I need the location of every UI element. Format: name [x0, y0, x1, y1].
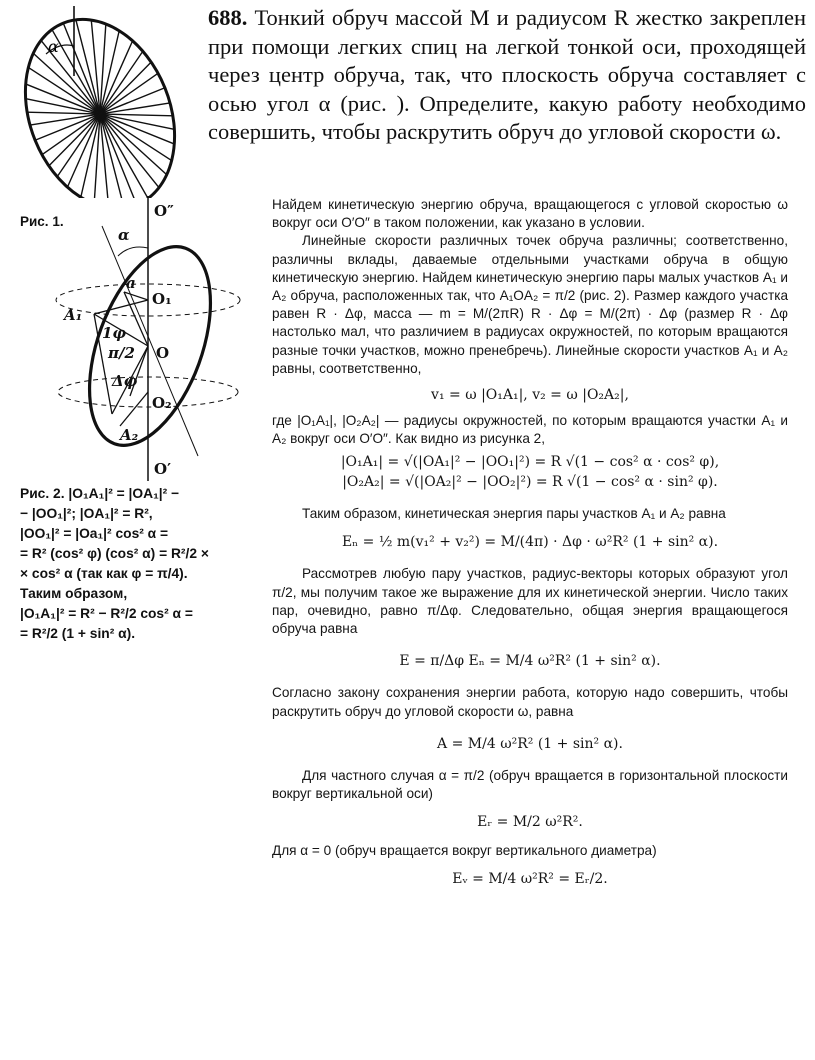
solution-paragraph: Для α = 0 (обруч вращается вокруг вертикального диаметра): [272, 842, 657, 858]
label-pi-2: π/2: [108, 344, 135, 362]
solution-paragraph: Линейные скорости различных точек обруча различны; соответственно, различны вклады, даваемые отдельными участками обруча в общую кинетическую энергию. Найдем кинетическую энергию пары малых участков A₁ и A₂ обруча, расположенных так, что A₁OA₂ = π/2 (рис. 2). Размер каждого участка равен R · Δφ, масса — m = M/(2πR) R · Δφ = M/(2π) · Δφ (размер R · Δφ настолько мал, что различием в радиусах окружностей, по которым вращаются разные точки участков, можно пренебречь). Линейные скорости участков A₁ и A₂ равны, соответственно,: [272, 233, 788, 376]
label-delta-phi: Δφ: [112, 372, 138, 390]
note-line: − |OO₁|²; |OA₁|² = R²,: [20, 506, 153, 521]
formula-work: A = M/4 ω²R² (1 + sin² α).: [437, 735, 623, 752]
note-line: |OO₁|² = |Oa₁|² cos² α =: [20, 526, 169, 541]
label-a1-small: a: [126, 274, 136, 292]
problem-text: Тонкий обруч массой M и радиусом R жестко закреплен при помощи легких спиц на легкой тонкой оси, проходящей через центр обруча, так, что плоскость обруча составляет с осью угол α (рис. ). Определите, какую работу необходимо совершить, чтобы раскрутить обруч до угловой скорости ω.: [208, 5, 807, 144]
label-o-double-prime: O″: [154, 202, 174, 220]
label-o: O: [156, 344, 170, 362]
solution-paragraph: Для частного случая α = π/2 (обруч вращается в горизонтальной плоскости вокруг вертикальной оси): [272, 768, 788, 802]
label-a1: A₁: [64, 306, 83, 324]
formula-o1a1: |O₁A₁| = √(|OA₁|² − |OO₁|²) = R √(1 − cos² α · cos² φ),: [340, 453, 720, 470]
label-a2: A₂: [120, 426, 139, 444]
note-line: × cos² α (так как φ = π/4).: [20, 566, 188, 581]
figure-2-diagram: [20, 196, 270, 481]
figure-1-alpha-label: α: [48, 37, 59, 56]
note-line: |O₁A₁|² = R² − R²/2 cos² α =: [20, 606, 193, 621]
note-line: Рис. 2. |O₁A₁|² = |OA₁|² −: [20, 486, 180, 501]
formula-velocities: v₁ = ω |O₁A₁|, v₂ = ω |O₂A₂|,: [431, 387, 629, 404]
solution-body: [272, 196, 788, 888]
solution-paragraph: где |O₁A₁|, |O₂A₂| — радиусы окружностей, по которым вращаются участки A₁ и A₂ вокруг оси O′O″. Как видно из рисунка 2,: [272, 413, 788, 447]
solution-paragraph: Рассмотрев любую пару участков, радиус-векторы которых образуют угол π/2, мы получим такое же выражение для их кинетической энергии. Число таких пар, очевидно, равно π/Δφ. Следовательно, общая энергия вращающегося обруча равна: [272, 566, 788, 637]
formula-vertical: Eᵥ = M/4 ω²R² = Eᵣ/2.: [452, 870, 608, 887]
figure-1-caption: Рис. 1.: [20, 214, 64, 229]
note-line: Таким образом,: [20, 586, 128, 601]
problem-statement: [208, 4, 806, 147]
note-line: = R² (cos² φ) (cos² α) = R²/2 ×: [20, 546, 209, 561]
figure-2-note: [20, 484, 268, 644]
formula-o2a2: |O₂A₂| = √(|OA₂|² − |OO₂|²) = R √(1 − cos² α · sin² φ).: [342, 473, 718, 490]
label-o2: O₂: [152, 394, 172, 412]
label-o1: O₁: [152, 290, 172, 308]
solution-paragraph: Найдем кинетическую энергию обруча, вращающегося с угловой скоростью ω вокруг оси O′O″ в таком положении, как указано в условии.: [272, 197, 788, 231]
note-line: = R²/2 (1 + sin² α).: [20, 626, 136, 641]
problem-number: 688.: [208, 5, 248, 30]
label-phi: 1φ: [102, 324, 127, 342]
label-o-prime: O′: [154, 460, 172, 478]
solution-paragraph: Согласно закону сохранения энергии работа, которую надо совершить, чтобы раскрутить обруч до угловой скорости ω, равна: [272, 685, 788, 719]
formula-total-energy: E = π/Δφ Eₙ = M/4 ω²R² (1 + sin² α).: [399, 653, 661, 670]
label-alpha: α: [118, 226, 130, 244]
formula-horizontal: Eᵣ = M/2 ω²R².: [477, 814, 583, 831]
solution-paragraph: Таким образом, кинетическая энергия пары участков A₁ и A₂ равна: [302, 506, 726, 522]
formula-pair-energy: Eₙ = ½ m(v₁² + v₂²) = M/(4π) · Δφ · ω²R² (1 + sin² α).: [341, 534, 719, 551]
figure-1-hoop: [8, 6, 204, 198]
